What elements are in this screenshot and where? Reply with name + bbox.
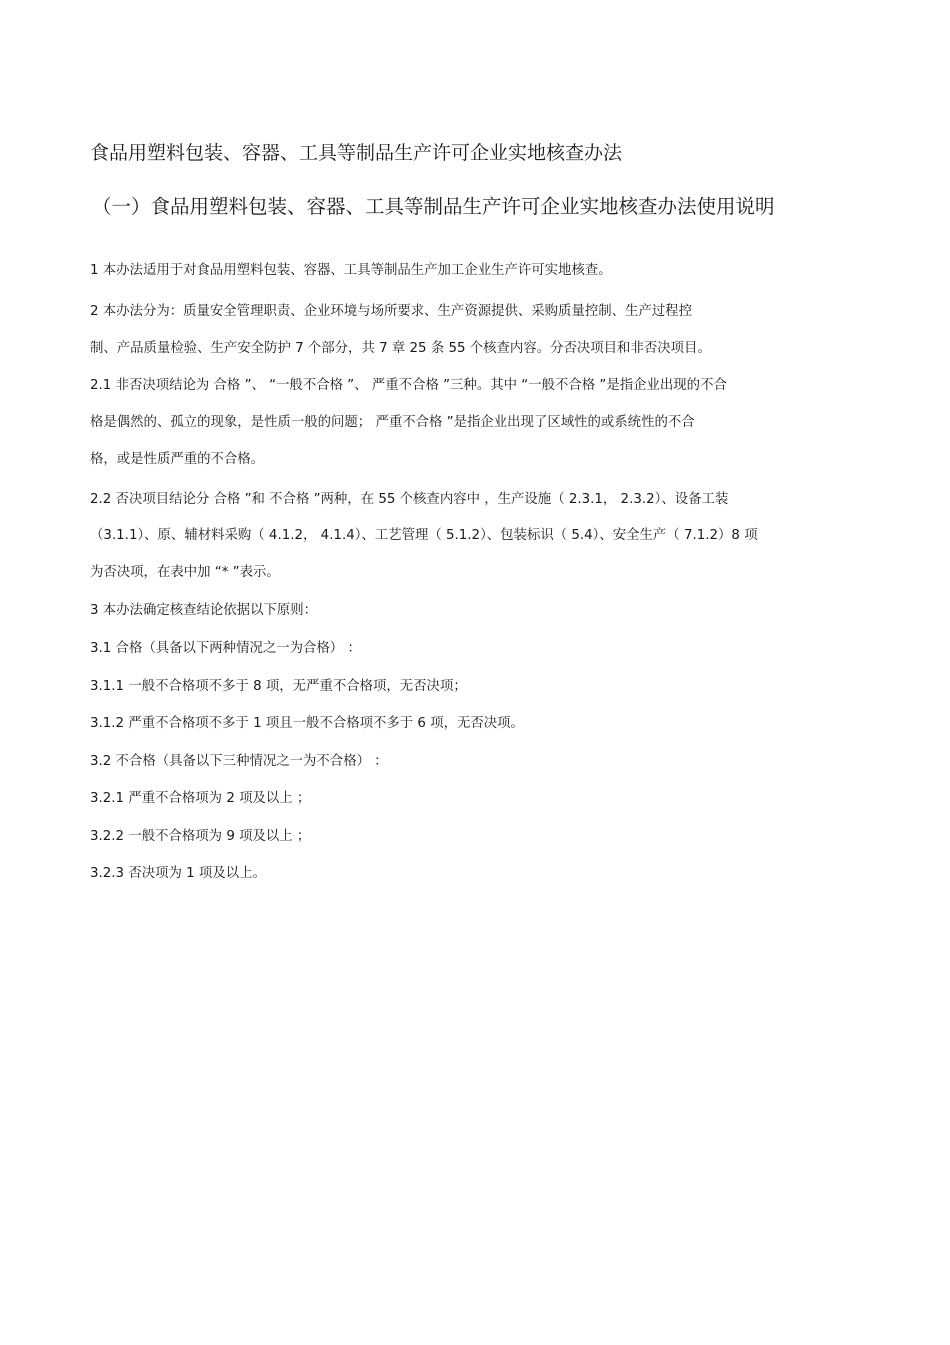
document-subtitle: （一）食品用塑料包装、容器、工具等制品生产许可企业实地核查办法使用说明	[92, 195, 775, 218]
paragraph-line: 1 本办法适用于对食品用塑料包装、容器、工具等制品生产加工企业生产许可实地核查。	[90, 263, 612, 278]
paragraph-line: 3.2.3 否决项为 1 项及以上。	[90, 866, 266, 881]
paragraph-line: 3 本办法确定核查结论依据以下原则：	[90, 603, 318, 618]
paragraph-line: （3.1.1）、原、辅材料采购（ 4.1.2， 4.1.4）、工艺管理（ 5.1.2）、包装标识（ 5.4）、安全生产（ 7.1.2）8 项	[90, 528, 758, 543]
paragraph-line: 2 本办法分为：质量安全管理职责、企业环境与场所要求、生产资源提供、采购质量控制、生产过程控	[90, 304, 692, 319]
paragraph-line: 格，或是性质严重的不合格。	[90, 452, 265, 467]
paragraph-line: 为否决项，在表中加 “* ”表示。	[90, 565, 280, 580]
paragraph-line: 制、产品质量检验、生产安全防护 7 个部分，共 7 章 25 条 55 个核查内容。分否决项目和非否决项目。	[90, 341, 711, 356]
paragraph-line: 2.2 否决项目结论分 合格 ”和 不合格 ”两种，在 55 个核查内容中 ，生产设施（ 2.3.1， 2.3.2）、设备工装	[90, 492, 729, 507]
document-title: 食品用塑料包装、容器、工具等制品生产许可企业实地核查办法	[90, 142, 623, 164]
paragraph-line: 3.2.2 一般不合格项为 9 项及以上 ；	[90, 829, 311, 844]
paragraph-line: 3.2.1 严重不合格项为 2 项及以上 ；	[90, 791, 311, 806]
paragraph-line: 3.2 不合格（具备以下三种情况之一为不合格） ：	[90, 754, 388, 769]
paragraph-line: 3.1 合格（具备以下两种情况之一为合格） ：	[90, 641, 361, 656]
paragraph-line: 格是偶然的、孤立的现象，是性质一般的问题； 严重不合格 ”是指企业出现了区域性的或系统性的不合	[90, 415, 695, 430]
paragraph-line: 2.1 非否决项结论为 合格 ”、 “一般不合格 ”、 严重不合格 ”三种。其中 “一般不合格 ”是指企业出现的不合	[90, 378, 727, 393]
paragraph-line: 3.1.1 一般不合格项不多于 8 项，无严重不合格项，无否决项；	[90, 679, 467, 694]
paragraph-line: 3.1.2 严重不合格项不多于 1 项且一般不合格项不多于 6 项，无否决项。	[90, 716, 524, 731]
